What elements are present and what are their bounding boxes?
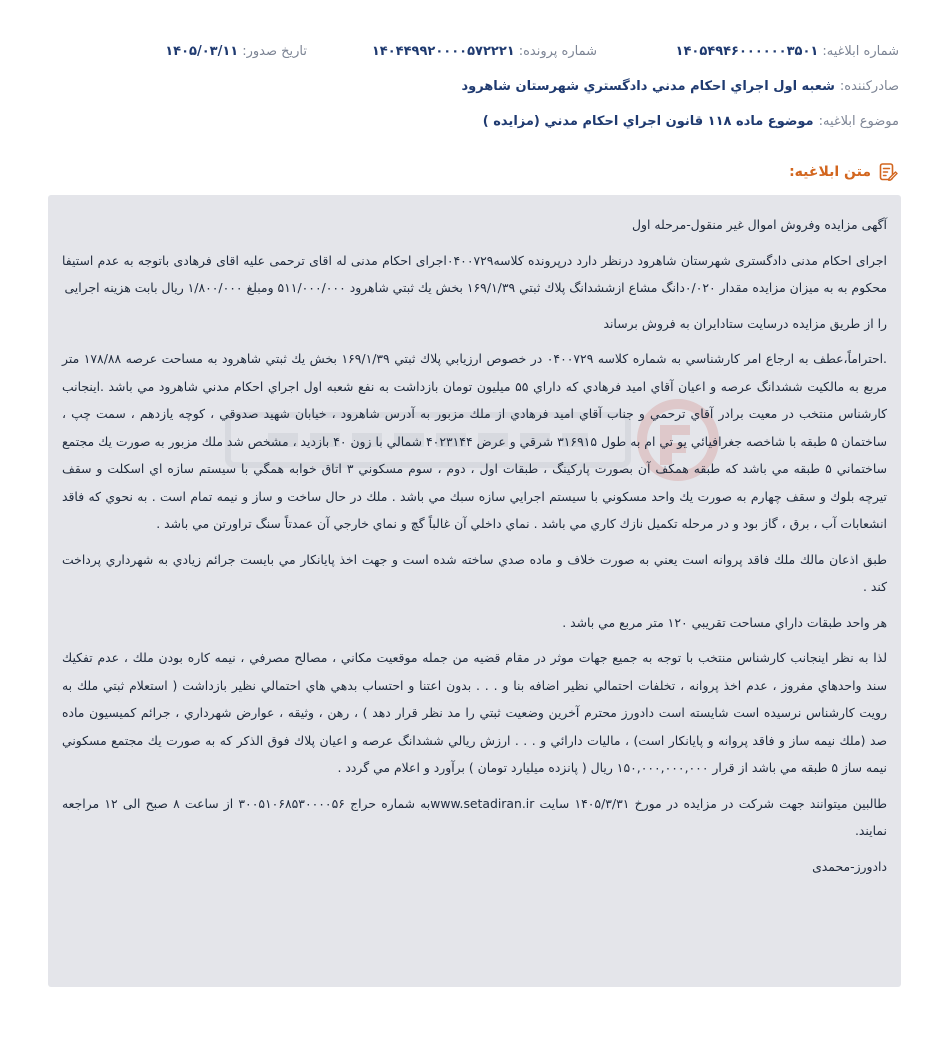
issue-date-label: تاریخ صدور:: [242, 44, 307, 59]
notice-paragraph-4: .احتراماً،عطف به ارجاع امر كارشناسي به شماره كلاسه ۰۴۰۰۷۲۹ در خصوص ارزيابي پلاك ثبتي ۱۶۹/۱/۳۹ بخش يك ثبتي شاهرود به مساحت عرصه ۱۷۸/۸۸ متر مربع به مالكيت ششدانگ عرصه و اعيان آقاي اميد فرهادي كه داراي ۵۵ ميليون تومان بازداشت به نفع شعبه اول اجراي احكام مدني شاهرود مي باشد .اينجانب كارشناس منتخب در معيت برادر آقاي ترحمي و جناب آقاي اميد فرهادي از ملك مزبور به آدرس شاهرود ، خيابان شهيد صدوقي ، كوچه يازدهم ، سمت چپ ، ساختمان ۵ طبقه با شاخصه جغرافيائي يو تي ام به طول ۳۱۶۹۱۵ شرقي و عرض ۴۰۲۳۱۴۴ شمالي با زون ۴۰ بازديد ، مشخص شد ملك مزبور به صورت يك مجتمع ساختماني ۵ طبقه مي باشد كه طبقه همكف آن بصورت پاركينگ ، طبقات اول ، دوم ، سوم مسكوني ۳ اتاق خوابه همگي با سيستم سازه اي اسكلت و سقف تيرچه بلوك و سقف چهارم به صورت يك واحد مسكوني با سيستم اجرايي سازه سبك مي باشد . ملك در حال ساخت و ساز و نيمه تمام است . به نحوي كه فاقد انشعابات آب ، برق ، گاز بود و در مرحله تكميل نازك كاري مي باشد . نماي داخلي آن غالباً گچ و نماي خارجي آن عمدتاً سنگ تراورتن مي باشد .: [62, 351, 888, 531]
document-edit-icon: [877, 161, 899, 183]
notice-paragraph-5: طبق اذعان مالك ملك فاقد پروانه است يعني به صورت خلاف و ماده صدي ساخته شده است و جهت اخذ پايانكار مي بايست جرائم زيادي به شهرداري پرداخت كند .: [62, 551, 887, 594]
issuer-label: صادرکننده:: [839, 79, 899, 94]
notice-paragraph-8: طالبین میتوانند جهت شرکت در مزایده در مورخ ۱۴۰۵/۳/۳۱ سایت www.setadiran.irبه شماره حراج ۳۰۰۵۱۰۶۸۵۳۰۰۰۰۵۶ از ساعت ۸ صبح الی ۱۲ مراجعه نمایند.: [62, 795, 888, 838]
notice-signature: دادورز-محمدی: [812, 858, 887, 874]
notice-paragraph-2: اجرای احکام مدنی دادگستری شهرستان شاهرود درنظر دارد درپرونده کلاسه۰۴۰۰۷۲۹اجرای احکام مدنی له اقای ترحمی علیه اقای فرهادی باتوجه به عدم استیفا محکوم به به میزان مزایده مقدار ۰/۰۲۰دانگ مشاع ازششدانگ پلاك ثبتي ۱۶۹/۱/۳۹ بخش يك ثبتي شاهرود ۵۱۱/۰۰۰/۰۰۰ ومبلغ ۱/۸۰۰/۰۰۰ ریال بابت هزینه اجرایی: [62, 252, 887, 295]
subject-row: [40, 114, 899, 136]
subject-value: موضوع ماده ۱۱۸ قانون اجراي احكام مدني (مزايده ): [482, 114, 814, 129]
issuer-row: [40, 79, 899, 101]
notice-paragraph-1: آگهی مزایده وفروش اموال غیر منقول-مرحله اول: [631, 217, 887, 232]
issuer-value: شعبه اول اجراي احكام مدني دادگستري شهرستان شاهرود: [461, 79, 835, 94]
notice-body: [48, 195, 901, 987]
issue-date-value: ۱۴۰۵/۰۳/۱۱: [165, 44, 239, 59]
notice-paragraph-6: هر واحد طبقات داراي مساحت تقريبي ۱۲۰ متر مربع مي باشد .: [562, 614, 887, 630]
file-number: [307, 44, 597, 59]
subject-label: موضوع ابلاغیه:: [818, 114, 899, 129]
notice-text-title: متن ابلاغیه:: [789, 164, 871, 180]
notice-meta-row: [40, 44, 899, 66]
notice-number: [597, 44, 899, 59]
notice-text-heading: [40, 160, 899, 184]
notice-paragraph-3: را از طریق مزایده درسایت ستادایران به فروش برساند: [603, 315, 887, 331]
file-number-value: ۱۴۰۴۴۹۹۲۰۰۰۰۵۷۲۲۲۱: [371, 44, 515, 59]
notice-number-label: شماره ابلاغیه:: [822, 44, 899, 59]
notice-paragraph-7: لذا به نظر اينجانب كارشناس منتخب با توجه به جميع جهات موثر در مقام قضيه من جمله موقعيت مكاني ، مصالح مصرفي ، نيمه كاره بودن ملك ، عدم تفكيك سند واحدهاي مفروز ، عدم اخذ پروانه ، تخلفات احتمالي نظير اضافه بنا و . . . بدون اعتنا و احتساب بدهي هاي احتمالي نظير بازداشت ( استعلام ثبتي ملك به رويت كارشناس نرسيده است شايسته است دادورز محترم آخرين وضعيت ثبتي را مد نظر قرار دهد ) ، رهن ، وثيقه ، عوارض شهرداري ، جرائم كميسيون ماده صد (ملك نيمه ساز و فاقد پروانه و پايانكار است) ، ماليات دارائي و . . . ارزش ريالي ششدانگ عرصه و اعيان پلاك فوق الذكر كه به صورت يك مجتمع مسكوني نيمه ساز ۵ طبقه مي باشد از قرار ۱۵۰,۰۰۰,۰۰۰,۰۰۰ ريال ( پانزده ميليارد تومان ) برآورد و اعلام مي گردد .: [62, 650, 887, 775]
notice-number-value: ۱۴۰۵۴۹۴۶۰۰۰۰۰۰۳۵۰۱: [675, 44, 819, 59]
file-number-label: شماره پرونده:: [518, 44, 597, 59]
issue-date: [165, 44, 307, 59]
